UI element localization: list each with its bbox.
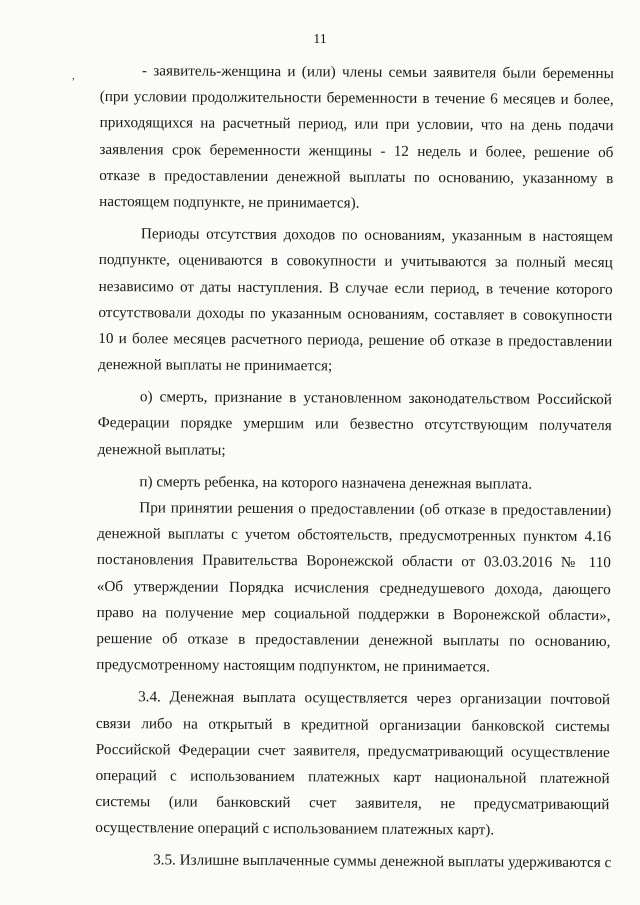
text-line: приходящихся на расчетный период, или при условии, что на день подачи	[99, 114, 614, 135]
document-body	[95, 58, 614, 877]
text-line: связи либо на открытый в кредитной организации банковской системы	[95, 714, 610, 735]
text-line: денежной выплаты с учетом обстоятельств, предусмотренных пунктом 4.16	[97, 525, 612, 546]
text-line: постановления Правительства Воронежской области от 03.03.2016 № 110	[96, 551, 611, 572]
text-line: независимо от даты наступления. В случае если период, в течение которого	[98, 277, 613, 298]
text-line: операций с использованием платежных карт национальной платежной	[95, 766, 610, 788]
text-line: отказе в предоставлении денежной выплаты по основанию, указанному в	[99, 166, 614, 187]
text-line: денежной выплаты не принимается;	[98, 356, 333, 375]
text-line: предусмотренному настоящим подпунктом, не принимается.	[96, 656, 491, 676]
text-line: При принятии решения о предоставлении (об отказе в предоставлении)	[139, 499, 612, 520]
text-line: решение об отказе в предоставлении денежной выплаты по основанию,	[96, 629, 611, 651]
text-line: осуществление операций с использованием платежных карт).	[95, 819, 495, 839]
text-line: настоящем подпункте, не принимается).	[99, 192, 360, 212]
text-line: Российской Федерации счет заявителя, предусматривающий осуществление	[95, 740, 610, 761]
text-line: заявления срок беременности женщины - 12 недель и более, решение об	[99, 140, 614, 161]
text-line: денежной выплаты;	[97, 440, 226, 459]
text-line: отсутствовали доходы по указанным основаниям, составляет в совокупности	[98, 303, 613, 324]
text-line: 3.5. Излишне выплаченные суммы денежной выплаты удерживаются с	[153, 851, 612, 872]
text-line: «Об утверждении Порядка исчисления среднедушевого дохода, дающего	[96, 577, 611, 598]
text-line: Периоды отсутствия доходов по основаниям, указанным в настоящем	[140, 225, 613, 246]
text-line: подпункте, оцениваются в совокупности и учитываются за полный месяц	[98, 251, 613, 272]
text-line: - заявитель-женщина и (или) члены семьи заявителя были беременны	[141, 62, 614, 83]
text-line: Федерации порядке умершим или безвестно отсутствующим получателя	[97, 414, 612, 435]
text-line: (при условии продолжительности беременности в течение 6 месяцев и более,	[99, 88, 614, 109]
text-line: право на получение мер социальной поддержки в Воронежской области»,	[96, 603, 611, 624]
scan-mark: ,	[72, 70, 75, 82]
text-line: о) смерть, признание в установленном законодательством Российской	[139, 388, 612, 409]
text-line: п) смерть ребенка, на которого назначена денежная выплата.	[139, 473, 533, 493]
text-line: системы (или банковский счет заявителя, не предусматривающий	[95, 793, 610, 814]
text-line: 3.4. Денежная выплата осуществляется через организации почтовой	[138, 688, 611, 709]
text-line: 10 и более месяцев расчетного периода, решение об отказе в предоставлении	[98, 329, 613, 351]
page-number: 11	[313, 32, 327, 47]
